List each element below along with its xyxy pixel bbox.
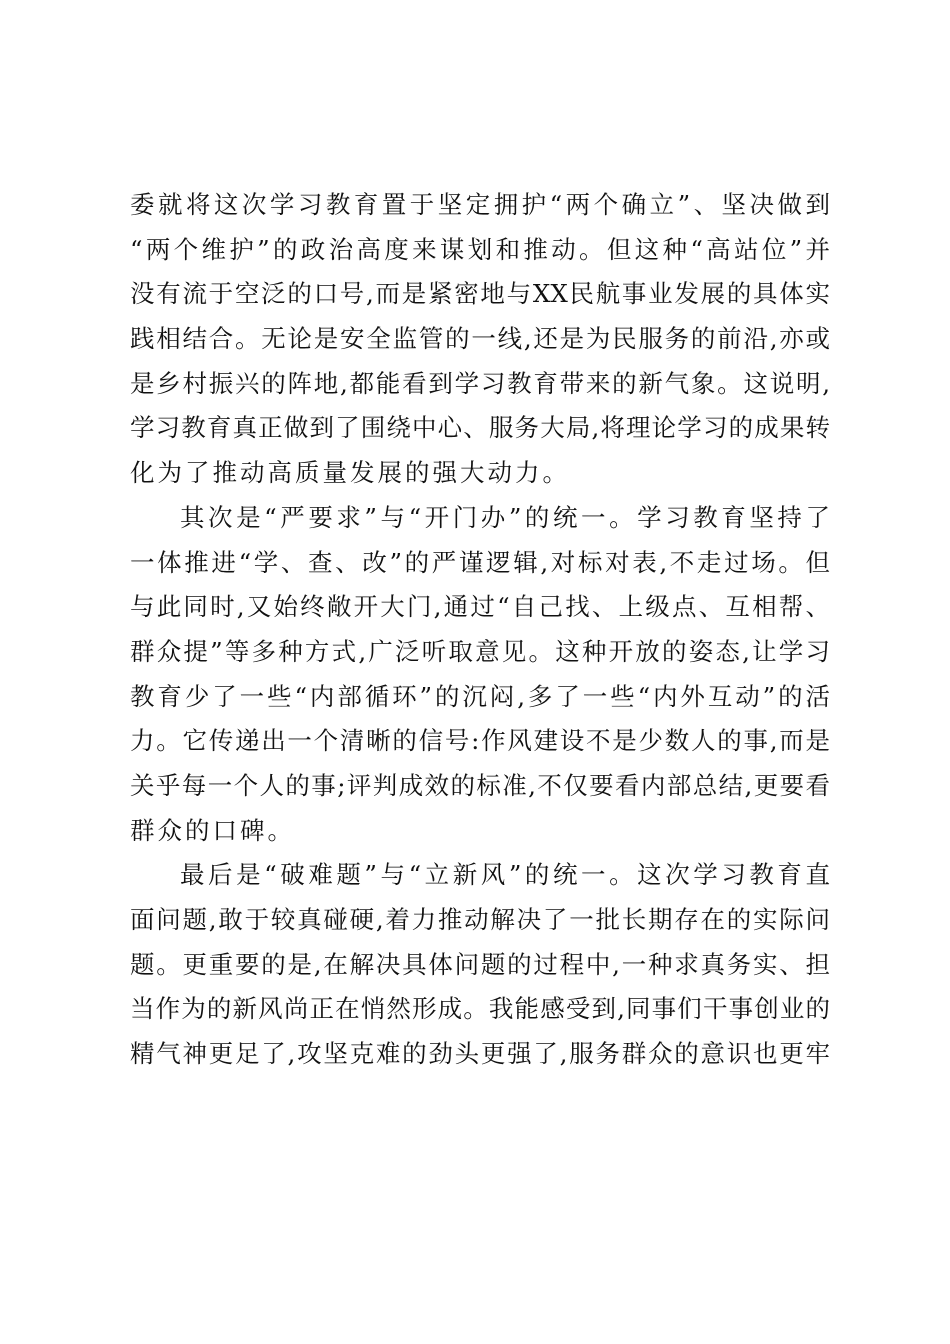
text-line: 关乎每一个人的事;评判成效的标准,不仅要看内部总结,更要看	[130, 770, 830, 800]
text-line: 精气神更足了,攻坚克难的劲头更强了,服务群众的意识也更牢	[130, 1039, 830, 1069]
text-line: 题。更重要的是,在解决具体问题的过程中,一种求真务实、担	[130, 949, 830, 979]
text-line: 面问题,敢于较真碰硬,着力推动解决了一批长期存在的实际问	[130, 905, 830, 934]
text-line: 教育少了一些“内部循环”的沉闷,多了一些“内外互动”的活	[130, 681, 830, 711]
text-line: 化为了推动高质量发展的强大动力。	[130, 458, 570, 488]
text-line: 最后是“破难题”与“立新风”的统一。这次学习教育直	[180, 860, 830, 890]
paragraph-2	[130, 496, 830, 854]
text-line: 没有流于空泛的口号,而是紧密地与XX民航事业发展的具体实	[130, 279, 830, 309]
document-body	[130, 183, 830, 1077]
text-line: 其次是“严要求”与“开门办”的统一。学习教育坚持了	[180, 502, 830, 532]
text-line: 当作为的新风尚正在悄然形成。我能感受到,同事们干事创业的	[130, 994, 830, 1024]
text-line: “两个维护”的政治高度来谋划和推动。但这种“高站位”并	[130, 234, 830, 264]
paragraph-1	[130, 183, 830, 496]
text-line: 力。它传递出一个清晰的信号:作风建设不是少数人的事,而是	[130, 726, 830, 756]
text-line: 与此同时,又始终敞开大门,通过“自己找、上级点、互相帮、	[130, 592, 830, 622]
text-line: 学习教育真正做到了围绕中心、服务大局,将理论学习的成果转	[130, 413, 830, 443]
paragraph-3	[130, 853, 830, 1076]
text-line: 一体推进“学、查、改”的严谨逻辑,对标对表,不走过场。但	[130, 547, 830, 577]
text-line: 群众提”等多种方式,广泛听取意见。这种开放的姿态,让学习	[130, 636, 830, 666]
text-line: 践相结合。无论是安全监管的一线,还是为民服务的前沿,亦或	[130, 324, 830, 354]
text-line: 委就将这次学习教育置于坚定拥护“两个确立”、坚决做到	[130, 190, 830, 219]
text-line: 是乡村振兴的阵地,都能看到学习教育带来的新气象。这说明,	[130, 368, 830, 398]
text-line: 群众的口碑。	[130, 815, 295, 845]
